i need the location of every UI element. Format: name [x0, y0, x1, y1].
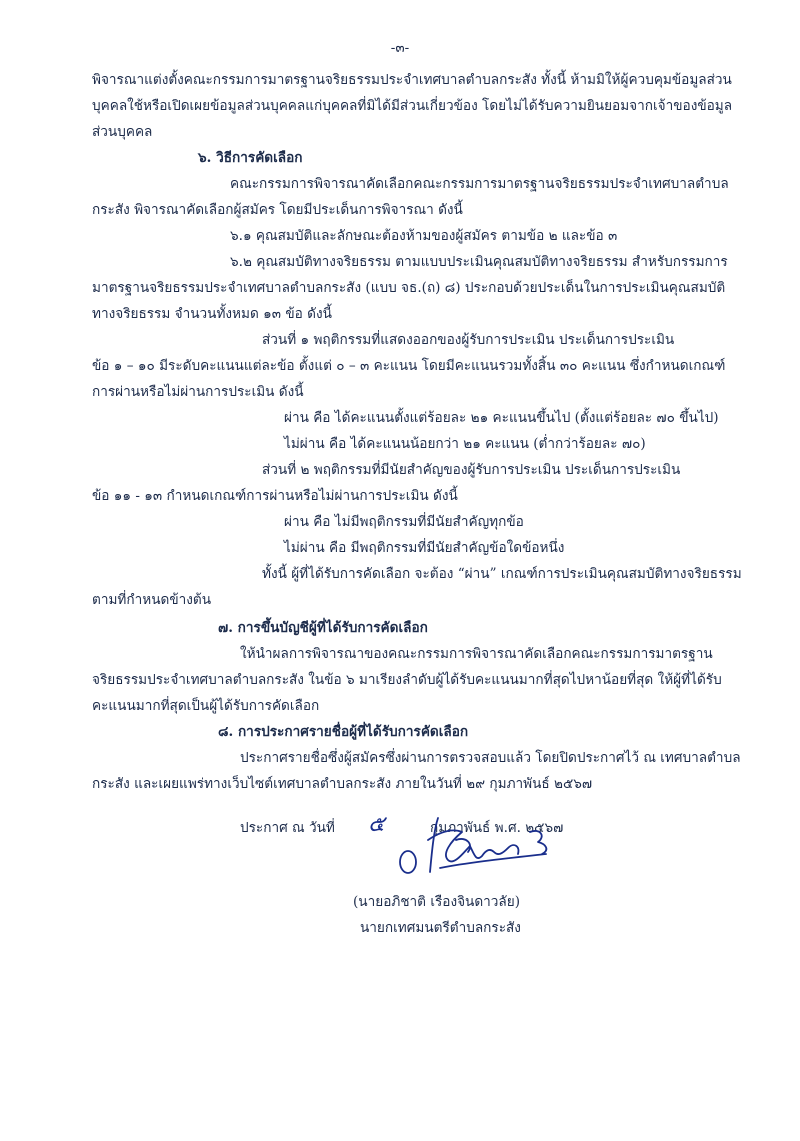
body-line: คะแนนมากที่สุดเป็นผู้ได้รับการคัดเลือก [92, 698, 320, 714]
body-line: ๖.๑ คุณสมบัติและลักษณะต้องห้ามของผู้สมัคร ตามข้อ ๒ และข้อ ๓ [230, 228, 618, 244]
section-heading-8: ๘. การประกาศรายชื่อผู้ที่ได้รับการคัดเลือก [218, 724, 469, 740]
signature-icon [390, 810, 560, 900]
body-line: ตามที่กำหนดข้างต้น [92, 592, 212, 608]
body-line: ข้อ ๑๑ - ๑๓ กำหนดเกณฑ์การผ่านหรือไม่ผ่านการประเมิน ดังนี้ [92, 488, 458, 504]
body-line: กระสัง และเผยแพร่ทางเว็บไซต์เทศบาลตำบลกระสัง ภายในวันที่ ๒๙ กุมภาพันธ์ ๒๕๖๗ [92, 776, 593, 792]
body-line: การผ่านหรือไม่ผ่านการประเมิน ดังนี้ [92, 384, 304, 400]
body-line: ให้นำผลการพิจารณาของคณะกรรมการพิจารณาคัดเลือกคณะกรรมการมาตรฐาน [240, 646, 713, 662]
body-line: ประกาศรายชื่อซึ่งผู้สมัครซึ่งผ่านการตรวจสอบแล้ว โดยปิดประกาศไว้ ณ เทศบาลตำบล [240, 750, 741, 766]
body-line: จริยธรรมประจำเทศบาลตำบลกระสัง ในข้อ ๖ มาเรียงลำดับผู้ได้รับคะแนนมากที่สุดไปหาน้อยที่สุด ให้ผู้ที่ได้รับ [92, 672, 722, 688]
body-line: ส่วนที่ ๑ พฤติกรรมที่แสดงออกของผู้รับการประเมิน ประเด็นการประเมิน [262, 332, 675, 348]
criteria-pass: ผ่าน คือ ไม่มีพฤติกรรมที่มีนัยสำคัญทุกข้อ [284, 514, 524, 530]
body-line: ทั้งนี้ ผู้ที่ได้รับการคัดเลือก จะต้อง “ผ่าน” เกณฑ์การประเมินคุณสมบัติทางจริยธรรม [262, 566, 742, 582]
body-line: ข้อ ๑ – ๑๐ มีระดับคะแนนแต่ละข้อ ตั้งแต่ ๐ – ๓ คะแนน โดยมีคะแนนรวมทั้งสิ้น ๓๐ คะแนน ซึ่งกำหนดเกณฑ์ [92, 358, 726, 374]
signatory-position: นายกเทศมนตรีตำบลกระสัง [360, 920, 521, 936]
body-line: พิจารณาแต่งตั้งคณะกรรมการมาตรฐานจริยธรรมประจำเทศบาลตำบลกระสัง ทั้งนี้ ห้ามมิให้ผู้ควบคุมข้อมูลส่วน [92, 72, 732, 88]
body-line: มาตรฐานจริยธรรมประจำเทศบาลตำบลกระสัง (แบบ จธ.(ถ) ๘) ประกอบด้วยประเด็นในการประเมินคุณสมบัติ [92, 280, 726, 296]
body-line: กระสัง พิจารณาคัดเลือกผู้สมัคร โดยมีประเด็นการพิจารณา ดังนี้ [92, 202, 463, 218]
body-line: ส่วนบุคคล [92, 124, 153, 140]
body-line: ส่วนที่ ๒ พฤติกรรมที่มีนัยสำคัญของผู้รับการประเมิน ประเด็นการประเมิน [262, 462, 681, 478]
announce-month-year: กุมภาพันธ์ พ.ศ. ๒๕๖๗ [430, 820, 564, 836]
section-heading-7: ๗. การขึ้นบัญชีผู้ที่ได้รับการคัดเลือก [218, 620, 428, 636]
announce-day-handwritten: ๕ [368, 812, 385, 837]
criteria-pass: ผ่าน คือ ได้คะแนนตั้งแต่ร้อยละ ๒๑ คะแนนขึ้นไป (ตั้งแต่ร้อยละ ๗๐ ขึ้นไป) [284, 410, 719, 426]
announce-date-prefix: ประกาศ ณ วันที่ [240, 820, 335, 836]
criteria-fail: ไม่ผ่าน คือ มีพฤติกรรมที่มีนัยสำคัญข้อใดข้อหนึ่ง [284, 540, 565, 556]
criteria-fail: ไม่ผ่าน คือ ได้คะแนนน้อยกว่า ๒๑ คะแนน (ต่ำกว่าร้อยละ ๗๐) [284, 436, 646, 452]
signatory-name: (นายอภิชาติ เรืองจินดาวลัย) [353, 894, 521, 910]
section-heading-6: ๖. วิธีการคัดเลือก [198, 150, 303, 166]
body-line: บุคคลใช้หรือเปิดเผยข้อมูลส่วนบุคคลแก่บุคคลที่มิได้มีส่วนเกี่ยวข้อง โดยไม่ได้รับความยินยอมจากเจ้าของข้อมูล [92, 98, 733, 114]
body-line: คณะกรรมการพิจารณาคัดเลือกคณะกรรมการมาตรฐานจริยธรรมประจำเทศบาลตำบล [230, 176, 729, 192]
body-line: ๖.๒ คุณสมบัติทางจริยธรรม ตามแบบประเมินคุณสมบัติทางจริยธรรม สำหรับกรรมการ [230, 254, 728, 270]
body-line: ทางจริยธรรม จำนวนทั้งหมด ๑๓ ข้อ ดังนี้ [92, 306, 332, 322]
page-number: -๓- [390, 40, 410, 56]
